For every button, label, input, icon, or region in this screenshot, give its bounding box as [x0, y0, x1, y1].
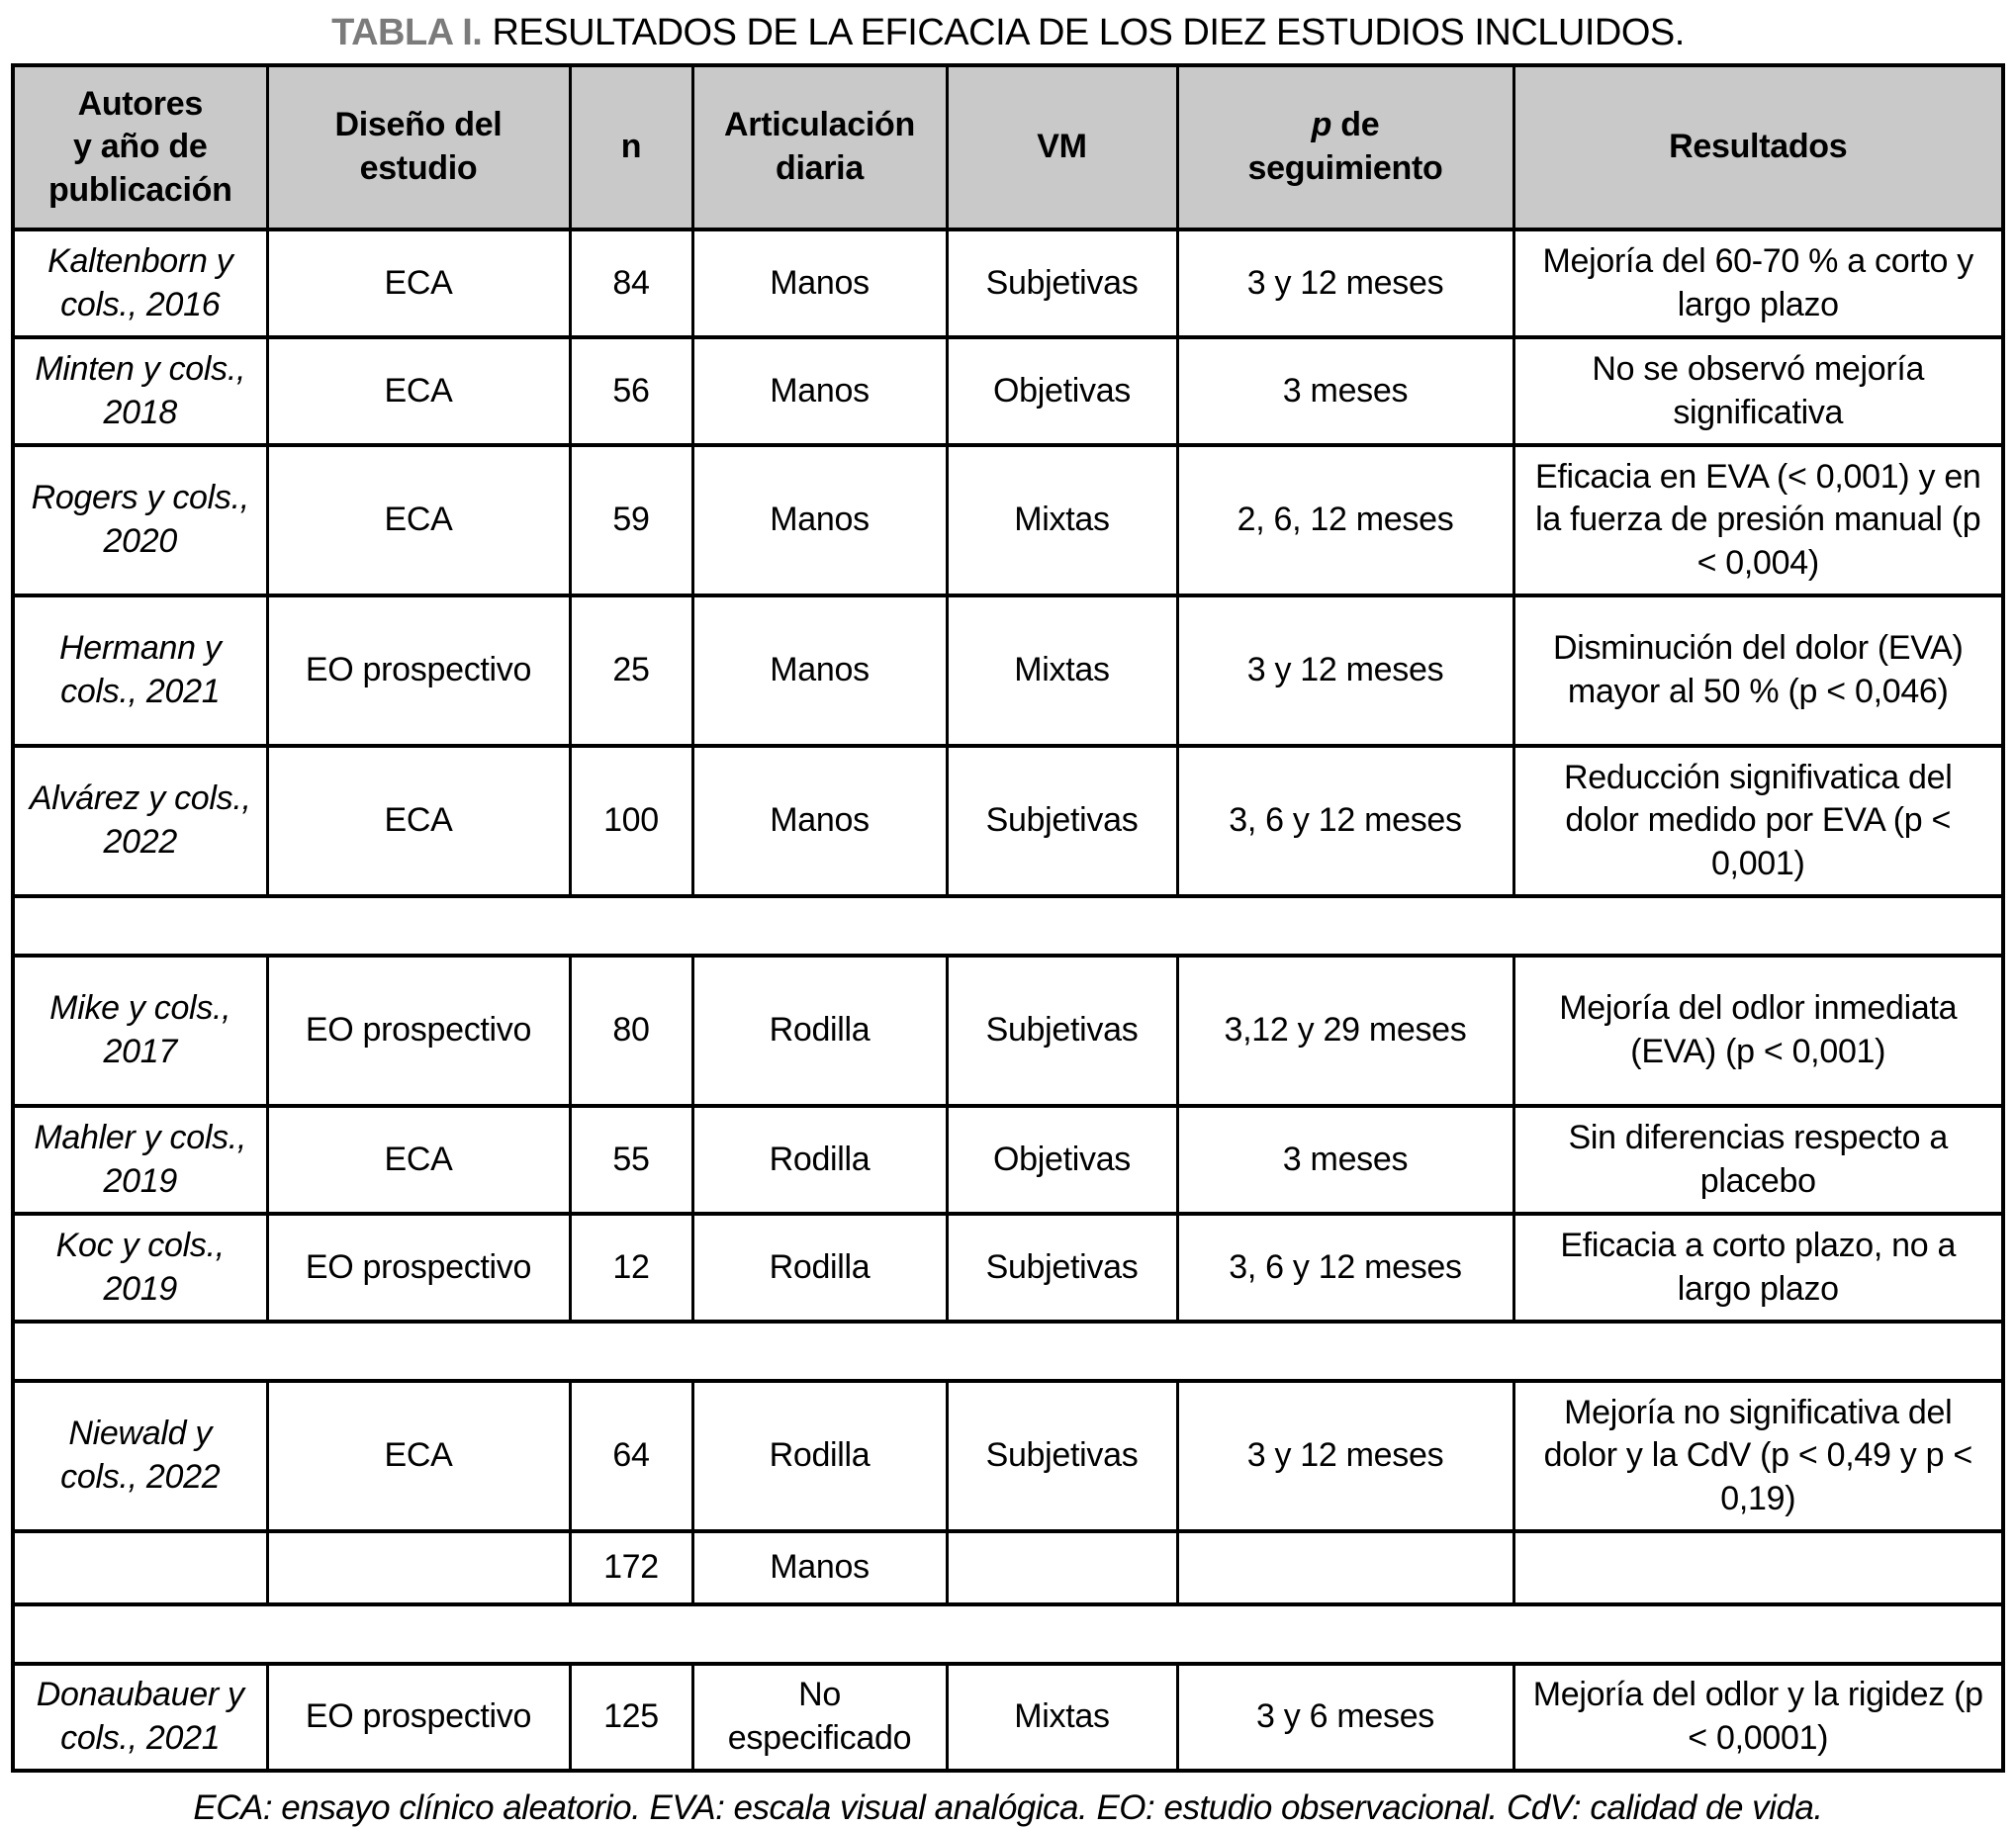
cell-followup: 3, 6 y 12 meses: [1177, 746, 1513, 896]
header-followup-line2: seguimiento: [1247, 149, 1443, 187]
cell-n: 172: [570, 1531, 692, 1604]
table-title-text: RESULTADOS DE LA EFICACIA DE LOS DIEZ ESTUDIOS INCLUIDOS.: [492, 12, 1685, 53]
table-row: [13, 337, 2003, 445]
cell-followup: 3 y 12 meses: [1177, 229, 1513, 337]
cell-authors: Alvárez y cols., 2022: [13, 746, 267, 896]
section-separator-cell: [13, 1322, 2003, 1381]
table-title: [0, 10, 2016, 55]
cell-results: Eficacia a corto plazo, no a largo plazo: [1513, 1214, 2003, 1322]
header-joint: Articulación diaria: [692, 65, 947, 229]
cell-vm: Objetivas: [947, 337, 1177, 445]
header-followup: [1177, 65, 1513, 229]
cell-vm: [947, 1531, 1177, 1604]
section-separator-cell: [13, 896, 2003, 956]
cell-joint: Rodilla: [692, 1214, 947, 1322]
cell-authors: [13, 1531, 267, 1604]
section-separator-row: [13, 1604, 2003, 1664]
cell-results: Mejoría del odlor inmediata (EVA) (p < 0,001): [1513, 956, 2003, 1106]
cell-followup: 2, 6, 12 meses: [1177, 445, 1513, 595]
cell-results: Eficacia en EVA (< 0,001) y en la fuerza de presión manual (p < 0,004): [1513, 445, 2003, 595]
cell-vm: Subjetivas: [947, 229, 1177, 337]
cell-design: ECA: [267, 1381, 570, 1531]
cell-joint: Manos: [692, 445, 947, 595]
cell-vm: Mixtas: [947, 595, 1177, 746]
cell-n: 64: [570, 1381, 692, 1531]
cell-authors: Kaltenborn y cols., 2016: [13, 229, 267, 337]
cell-n: 12: [570, 1214, 692, 1322]
cell-joint: No especificado: [692, 1664, 947, 1771]
cell-vm: Subjetivas: [947, 1381, 1177, 1531]
footnote: ECA: ensayo clínico aleatorio. EVA: escala visual analógica. EO: estudio observacional. CdV: calidad de vida.: [193, 1788, 1823, 1827]
table-row: [13, 1664, 2003, 1771]
header-authors-line3: publicación: [47, 170, 232, 209]
header-results: Resultados: [1513, 65, 2003, 229]
cell-vm: Subjetivas: [947, 746, 1177, 896]
cell-results: Mejoría del 60-70 % a corto y largo plazo: [1513, 229, 2003, 337]
table-row: [13, 229, 2003, 337]
header-vm: VM: [947, 65, 1177, 229]
cell-joint: Rodilla: [692, 956, 947, 1106]
cell-authors: Donaubauer y cols., 2021: [13, 1664, 267, 1771]
cell-authors: Niewald y cols., 2022: [13, 1381, 267, 1531]
cell-n: 55: [570, 1106, 692, 1214]
cell-design: EO prospectivo: [267, 1664, 570, 1771]
cell-design: EO prospectivo: [267, 956, 570, 1106]
cell-results: Reducción signifivatica del dolor medido por EVA (p < 0,001): [1513, 746, 2003, 896]
cell-n: 56: [570, 337, 692, 445]
header-authors-line1: Autores: [77, 84, 203, 123]
cell-followup: 3 y 12 meses: [1177, 595, 1513, 746]
cell-design: EO prospectivo: [267, 1214, 570, 1322]
cell-joint: Rodilla: [692, 1106, 947, 1214]
section-separator-cell: [13, 1604, 2003, 1664]
cell-vm: Mixtas: [947, 445, 1177, 595]
cell-design: ECA: [267, 337, 570, 445]
cell-design: [267, 1531, 570, 1604]
cell-authors: Rogers y cols., 2020: [13, 445, 267, 595]
cell-authors: Mahler y cols., 2019: [13, 1106, 267, 1214]
header-followup-line1: [1193, 104, 1499, 147]
cell-design: EO prospectivo: [267, 595, 570, 746]
cell-results: No se observó mejoría significativa: [1513, 337, 2003, 445]
cell-authors: Koc y cols., 2019: [13, 1214, 267, 1322]
cell-vm: Subjetivas: [947, 956, 1177, 1106]
cell-design: ECA: [267, 229, 570, 337]
section-separator-row: [13, 896, 2003, 956]
cell-vm: Subjetivas: [947, 1214, 1177, 1322]
table-row: [13, 1106, 2003, 1214]
subtotal-row: [13, 1531, 2003, 1604]
cell-design: ECA: [267, 445, 570, 595]
table-row: [13, 956, 2003, 1106]
cell-vm: Mixtas: [947, 1664, 1177, 1771]
cell-followup: 3,12 y 29 meses: [1177, 956, 1513, 1106]
cell-design: ECA: [267, 746, 570, 896]
cell-results: Mejoría del odlor y la rigidez (p < 0,0001): [1513, 1664, 2003, 1771]
header-authors: [13, 65, 267, 229]
cell-authors: Minten y cols., 2018: [13, 337, 267, 445]
cell-followup: 3 y 6 meses: [1177, 1664, 1513, 1771]
cell-followup: 3 meses: [1177, 337, 1513, 445]
cell-n: 125: [570, 1664, 692, 1771]
cell-n: 84: [570, 229, 692, 337]
cell-followup: [1177, 1531, 1513, 1604]
cell-authors: Hermann y cols., 2021: [13, 595, 267, 746]
cell-joint: Manos: [692, 1531, 947, 1604]
table-row: [13, 595, 2003, 746]
cell-n: 80: [570, 956, 692, 1106]
cell-joint: Manos: [692, 746, 947, 896]
table-row: [13, 1381, 2003, 1531]
results-table: [11, 63, 2005, 1773]
cell-n: 25: [570, 595, 692, 746]
cell-vm: Objetivas: [947, 1106, 1177, 1214]
cell-followup: 3, 6 y 12 meses: [1177, 1214, 1513, 1322]
cell-results: [1513, 1531, 2003, 1604]
header-followup-de: de: [1331, 106, 1380, 144]
header-authors-line2: y año de: [72, 128, 208, 166]
cell-n: 59: [570, 445, 692, 595]
cell-joint: Manos: [692, 229, 947, 337]
cell-joint: Manos: [692, 337, 947, 445]
cell-results: Mejoría no significativa del dolor y la CdV (p < 0,49 y p < 0,19): [1513, 1381, 2003, 1531]
cell-joint: Rodilla: [692, 1381, 947, 1531]
header-followup-p: p: [1311, 106, 1332, 144]
section-separator-row: [13, 1322, 2003, 1381]
cell-followup: 3 meses: [1177, 1106, 1513, 1214]
cell-n: 100: [570, 746, 692, 896]
cell-authors: Mike y cols., 2017: [13, 956, 267, 1106]
table-title-label: TABLA I.: [331, 12, 483, 53]
cell-results: Disminución del dolor (EVA) mayor al 50 % (p < 0,046): [1513, 595, 2003, 746]
table-row: [13, 746, 2003, 896]
cell-joint: Manos: [692, 595, 947, 746]
header-design: Diseño del estudio: [267, 65, 570, 229]
header-row: [13, 65, 2003, 229]
table-row: [13, 1214, 2003, 1322]
cell-design: ECA: [267, 1106, 570, 1214]
header-n: n: [570, 65, 692, 229]
table-row: [13, 445, 2003, 595]
cell-followup: 3 y 12 meses: [1177, 1381, 1513, 1531]
cell-results: Sin diferencias respecto a placebo: [1513, 1106, 2003, 1214]
